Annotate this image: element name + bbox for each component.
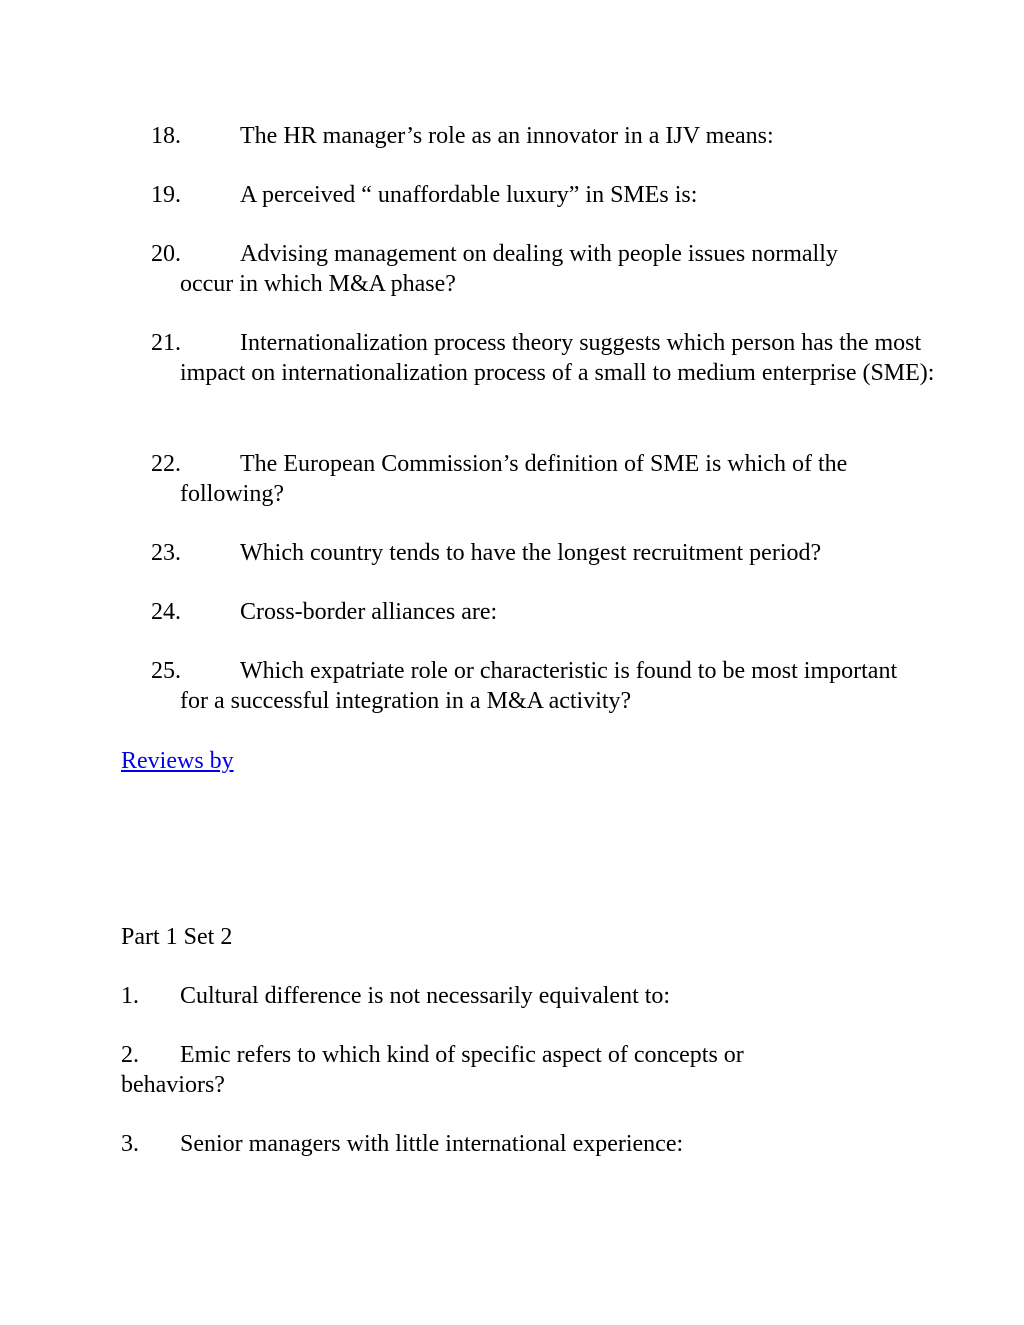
question-number: 2.: [121, 1042, 139, 1068]
section-heading: Part 1 Set 2: [121, 924, 233, 950]
question-text: Emic refers to which kind of specific aspect of concepts or behaviors?: [121, 1042, 744, 1098]
question-18: [151, 121, 940, 151]
question-number: 24.: [151, 599, 181, 625]
set2-question-2: [121, 1040, 841, 1100]
question-text: Which country tends to have the longest recruitment period?: [240, 540, 822, 566]
question-21: [151, 328, 940, 388]
question-number: 20.: [151, 241, 181, 267]
question-text: A perceived “ unaffordable luxury” in SMEs is:: [240, 182, 698, 208]
question-text: Advising management on dealing with people issues normally occur in which M&A phase?: [180, 241, 838, 297]
question-number: 1.: [121, 983, 139, 1009]
question-number: 22.: [151, 451, 181, 477]
question-number: 19.: [151, 182, 181, 208]
question-number: 25.: [151, 658, 181, 684]
question-text: The HR manager’s role as an innovator in a IJV means:: [240, 123, 774, 149]
question-20: [151, 239, 860, 299]
question-number: 3.: [121, 1131, 139, 1157]
reviews-by-link[interactable]: Reviews by: [121, 748, 234, 774]
question-number: 21.: [151, 330, 181, 356]
question-25: [151, 656, 920, 716]
question-24: [151, 597, 940, 627]
question-23: [151, 538, 940, 568]
question-text: Cross-border alliances are:: [240, 599, 498, 625]
question-19: [151, 180, 940, 210]
question-text: Which expatriate role or characteristic is found to be most important for a successful integration in a M&A activity?: [180, 658, 898, 714]
question-number: 18.: [151, 123, 181, 149]
set2-question-1: [121, 981, 841, 1011]
question-text: Cultural difference is not necessarily equivalent to:: [180, 983, 671, 1009]
question-text: Senior managers with little international experience:: [180, 1131, 684, 1157]
question-number: 23.: [151, 540, 181, 566]
set2-question-3: [121, 1129, 841, 1159]
question-text: Internationalization process theory suggests which person has the most impact on internationalization process of a small to medium enterprise (SME):: [180, 330, 935, 386]
question-text: The European Commission’s definition of SME is which of the following?: [180, 451, 848, 507]
question-22: [151, 449, 940, 509]
